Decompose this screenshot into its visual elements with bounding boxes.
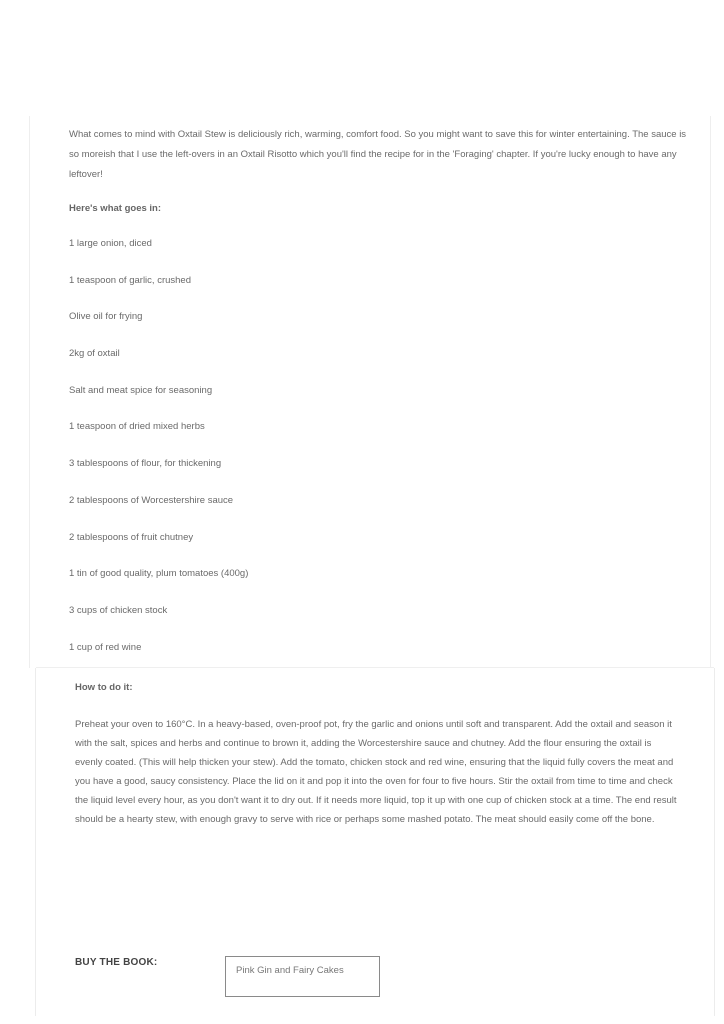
ingredient-item: 3 cups of chicken stock [69,604,168,616]
ingredient-item: 2 tablespoons of Worcestershire sauce [69,494,234,506]
ingredient-item: 3 tablespoons of flour, for thickening [69,458,222,470]
ingredients-heading: Here's what goes in: [69,203,162,214]
ingredient-item: 2kg of oxtail [69,348,120,360]
recipe-intro: What comes to mind with Oxtail Stew is deliciously rich, warming, comfort food. So you might want to save this for winter entertaining. The sauce is so moreish that I use the left-overs in an Oxtail Risotto which you'll find the recipe for in the 'Foraging' chapter. If you're lucky enough to have any leftover! [69,129,687,180]
ingredient-item: 1 teaspoon of garlic, crushed [69,274,191,286]
method-text: Preheat your oven to 160°C. In a heavy-based, oven-proof pot, fry the garlic and onions until soft and transparent. Add the oxtail and season it with the salt, spices and herbs and continue to brown it, adding the Worcestershire sauce and chutney. Add the flour ensuring the oxtail is evenly coated. (This will help thicken your stew). Add the tomato, chicken stock and red wine, ensuring that the liquid fully covers the meat and you have a good, saucy consistency. Place the lid on it and pop it into the oven for four to five hours. Stir the oxtail from time to time and check the liquid level every hour, as you don't want it to dry out. If it needs more liquid, top it up with one cup of chicken stock at a time. The end result should be a hearty stew, with enough gravy to serve with rice or perhaps some mashed potato. The meat should easily come off the bone. [75,719,677,825]
method-heading: How to do it: [75,682,133,693]
buy-the-book-label: BUY THE BOOK: [75,957,158,968]
ingredient-item: 1 teaspoon of dried mixed herbs [69,421,205,433]
ingredient-item: Salt and meat spice for seasoning [69,384,213,396]
ingredients-list [69,236,248,676]
ingredient-item: 1 tin of good quality, plum tomatoes (400g) [69,568,249,580]
ingredient-item: 1 cup of red wine [69,641,142,653]
ingredient-item: Olive oil for frying [69,311,143,323]
book-select-value: Pink Gin and Fairy Cakes [236,965,344,976]
book-select[interactable] [225,956,380,997]
ingredient-item: 1 large onion, diced [69,238,152,249]
ingredient-item: 2 tablespoons of fruit chutney [69,531,194,543]
